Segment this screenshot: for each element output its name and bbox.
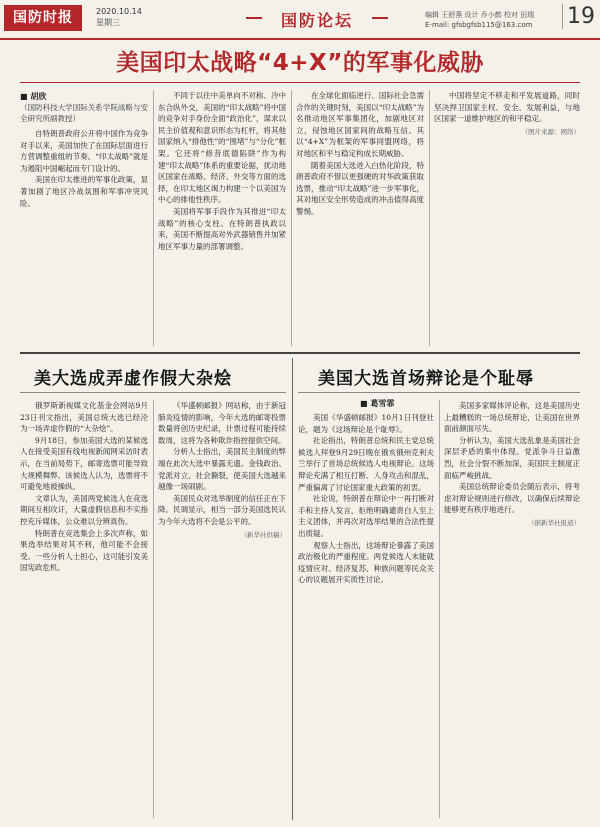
right-source-tag: （据新华社报道） (528, 518, 580, 527)
lead-paragraph: 美国将军事手段作为其推进“印太战略”的核心支柱。在特朗普执政以来，美国不断提高对外武器销售并加紧地区军事力量的部署调整。 (158, 206, 286, 251)
lead-column-1 (20, 90, 148, 348)
lead-affiliation: （国防科技大学国际关系学院战略与安全研究所副教授） (20, 103, 148, 123)
page-number: 19 (562, 4, 595, 29)
lead-source-tag: （图片来源：网络） (521, 127, 580, 136)
section-decoration-left (246, 17, 262, 19)
article-divider (292, 358, 293, 820)
date-text: 2020.10.14 (96, 7, 142, 16)
left-paragraph: 文章认为，美国两党候选人在竞选期间互相攻讦，大量虚假信息和不实指控充斥媒体，公众难以分辨真伪。 (20, 493, 148, 526)
lead-paragraph: 美国在印太推进的军事化政策，显著加剧了地区冷战氛围和军事冲突风险。 (20, 175, 148, 208)
lead-paragraph: 随着美国大选进入白热化阶段，特朗普政府不惜以更强硬的对华政策获取选票，推动“印太战略”进一步军事化，其对地区安全形势造成的冲击值得高度警惕。 (296, 160, 424, 216)
left-article-headline: 美大选成弄虚作假大杂烩 (34, 369, 232, 389)
left-paragraph: 《华盛顿邮报》网站称，由于新冠肺炎疫情的影响，今年大选的邮寄投票数量将创历史纪录，计票过程可能持续数周，这将为各种欺诈指控提供空间。 (158, 401, 286, 445)
headline-rule (20, 82, 580, 83)
editor-credits (425, 10, 557, 30)
column-divider (153, 90, 154, 346)
lead-paragraph: 自特朗普政府公开将中国作为竞争对手以来，美国加快了在国际层面进行方营调整重组的节奏。“印太战略”就是为遏阻中国崛起而专门设计的。 (20, 129, 148, 173)
lead-author: ■ 胡欣 (20, 91, 47, 101)
right-article-column-1 (298, 412, 434, 820)
right-paragraph: 分析认为，美国大选乱象是美国社会深层矛盾的集中体现。党派争斗日益激烈，社会分裂不断加深，美国民主制度正面临严峻挑战。 (444, 435, 580, 480)
left-article-column-1 (20, 400, 148, 820)
section-title: 国防论坛 (280, 11, 353, 30)
right-paragraph: 美国总统辩论委员会随后表示，将考虑对辩论规则进行修改，以确保后续辩论能够更有秩序地进行。 (444, 482, 580, 515)
column-divider (429, 90, 430, 346)
left-article-column-2 (158, 400, 286, 820)
issue-date (96, 6, 142, 28)
right-paragraph: 社论说，特朗普在辩论中一再打断对手和主持人发言，拒绝明确谴责白人至上主义团体，并再次对选举结果的合法性提出质疑。 (298, 494, 434, 538)
lead-paragraph: 中国将坚定不移走和平发展道路，同时坚决捍卫国家主权、安全、发展利益，与地区国家一道维护地区的和平稳定。 (434, 91, 580, 124)
lead-column-2 (158, 90, 286, 348)
left-source-tag: （新华社供稿） (240, 530, 286, 539)
section-decoration-right (372, 17, 388, 19)
left-paragraph: 9月18日，参加美国大选的某候选人在接受美国有线电视新闻网采访时表示，在当前局势下，邮寄选票可能导致大规模舞弊。该候选人认为，选票将不可避免地被操纵。 (20, 435, 148, 492)
left-paragraph: 美国民众对选举制度的信任正在下降。民调显示，相当一部分美国选民认为今年大选将不会是公平的。 (158, 493, 286, 526)
weekday-text: 星期三 (96, 18, 120, 27)
editors-text: 编辑 王舒燕 设计 乔小鹤 校对 田瑞 (425, 11, 535, 19)
left-paragraph: 特朗普在竞选集会上多次声称，如果选举结果对其不利，他可能不会接受。一些分析人士担心，这可能引发美国宪政危机。 (20, 528, 148, 573)
left-paragraph: 俄罗斯新视媒文化基金会网站9月23日刊文指出，美国总统大选已经沦为一场弄虚作假的“大杂烩”。 (20, 401, 148, 434)
lead-column-4 (434, 90, 580, 348)
right-paragraph: 社论指出，特朗普总统和民主党总统候选人拜登9月29日晚在俄亥俄州克利夫兰举行了首场总统候选人电视辩论。这场辩论充满了相互打断、人身攻击和混乱，严重偏离了讨论国家重大政策的初衷。 (298, 436, 434, 492)
right-article-headline: 美国大选首场辩论是个耻辱 (318, 369, 534, 389)
lead-headline: 美国印太战略“4+X”的军事化威胁 (116, 50, 484, 76)
right-paragraph: 美国《华盛顿邮报》10月1日刊登社论，题为《这场辩论是个耻辱》。 (298, 413, 434, 434)
right-article-author: ■ 葛雪霏 (360, 398, 395, 408)
section-separator (20, 352, 580, 354)
lead-column-3 (296, 90, 424, 348)
lead-paragraph: 在全球化面临逆行、国际社会急需合作的关键时刻，美国以“印太战略”为名推动地区军事集团化，加剧地区对立，侵蚀地区国家间的战略互信。其以“4+X”为框架的军事同盟网络，将对地区和平与稳定构成长期威胁。 (296, 91, 424, 158)
right-article-column-2 (444, 400, 580, 820)
column-divider (291, 90, 292, 346)
right-paragraph: 观察人士指出，这场辩论暴露了美国政治极化的严重程度。两党候选人未能就疫情应对、经济复苏、种族问题等民众关心的议题展开实质性讨论。 (298, 540, 434, 585)
email-text: E-mail: gfsbgfsb115@163.com (425, 21, 533, 29)
right-headline-rule (298, 392, 580, 393)
column-divider (439, 400, 440, 818)
lead-paragraph: 不同于以往中美单向不对称、冷中东合纵外交，美国的“印太战略”将中国的竞争对手身份全面“政治化”，谋求以民主价值观和意识形态为杠杆，将其他国家纳入“排他性”的“围堵”与“分化”框架。它还将“修昔底德陷阱”作为构建“印太战略”体系的重要论据，扰动地区国家在战略、经济、外交等方面的选择，在印太地区竭力构建一个以美国为中心的排他性秩序。 (158, 91, 286, 205)
left-paragraph: 分析人士指出，美国民主制度的弊端在此次大选中暴露无遗。金钱政治、党派对立、社会撕裂，使美国大选越来越像一场闹剧。 (158, 447, 286, 492)
left-headline-rule (20, 392, 286, 393)
right-paragraph: 美国多家媒体评论称，这是美国历史上最糟糕的一场总统辩论，让美国在世界面前颜面尽失。 (444, 401, 580, 434)
newspaper-logo: 国防时报 (4, 5, 82, 31)
column-divider (153, 400, 154, 818)
masthead (0, 0, 600, 40)
